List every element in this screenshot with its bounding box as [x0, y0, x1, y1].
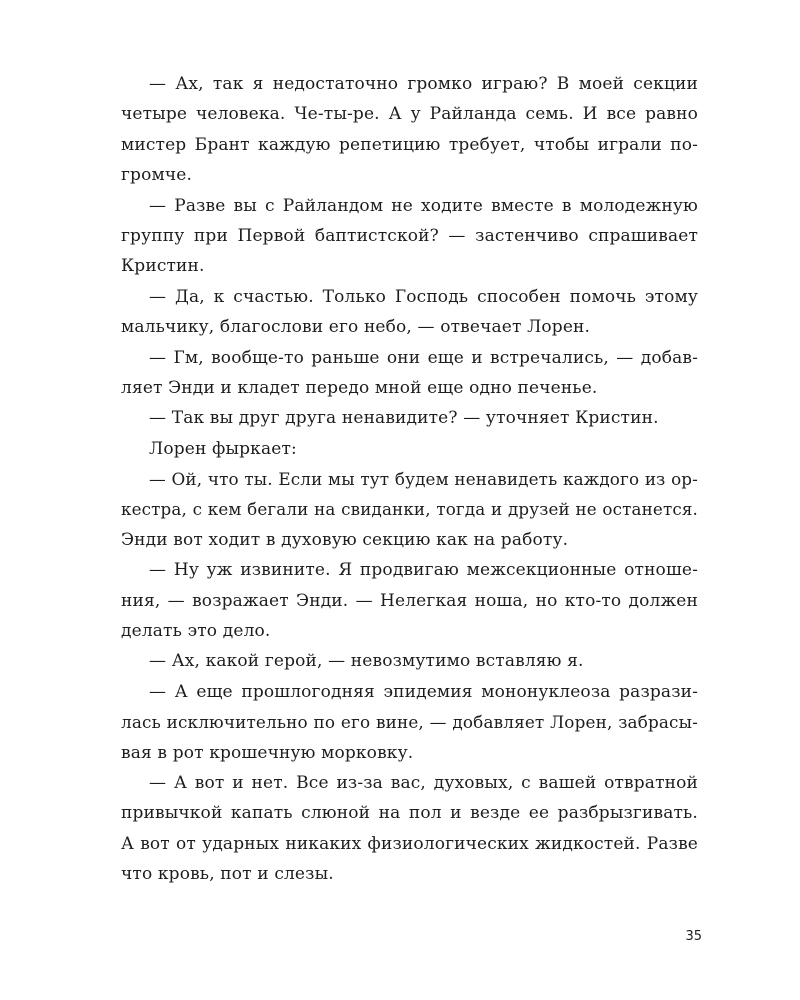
text-line: Лорен фыркает:	[149, 438, 297, 459]
text-line: — Ах, так я недостаточно громко играю? В моей секции	[149, 74, 698, 94]
text-line: вая в рот крошечную морковку.	[121, 742, 414, 763]
text-line: Кристин.	[121, 256, 205, 277]
text-line: четыре человека. Че-ты-ре. А у Райланда семь. И все равно	[121, 104, 698, 125]
text-line: что кровь, пот и слезы.	[121, 864, 334, 885]
text-line: делать это дело.	[121, 621, 271, 642]
text-line: лась исключительно по его вине, — добавляет Лорен, забрасы-	[121, 712, 698, 733]
text-line: ляет Энди и кладет передо мной еще одно печенье.	[121, 377, 598, 398]
text-line: кестра, с кем бегали на свиданки, тогда и друзей не останется.	[121, 499, 698, 520]
text-line: А вот от ударных никаких физиологических жидкостей. Разве	[121, 833, 698, 854]
page-number: 35	[685, 929, 702, 944]
text-line: — Ой, что ты. Если мы тут будем ненавидеть каждого из ор-	[149, 469, 698, 490]
text-line: — Разве вы с Райландом не ходите вместе в молодежную	[149, 195, 698, 216]
text-line: привычкой капать слюной на пол и везде ее разбрызгивать.	[121, 803, 698, 824]
text-line: ния, — возражает Энди. — Нелегкая ноша, но кто-то должен	[121, 590, 698, 611]
text-line: — Да, к счастью. Только Господь способен помочь этому	[149, 286, 698, 307]
text-line: — Гм, вообще-то раньше они еще и встречались, — добав-	[149, 347, 698, 368]
text-line: — А вот и нет. Все из-за вас, духовых, с вашей отвратной	[149, 772, 698, 793]
text-line: мистер Брант каждую репетицию требует, чтобы играли по-	[121, 134, 698, 155]
text-line: — Так вы друг друга ненавидите? — уточняет Кристин.	[149, 408, 659, 429]
text-line: группу при Первой баптистской? — застенчиво спрашивает	[121, 225, 698, 246]
text-line: — Ах, какой герой, — невозмутимо вставляю я.	[149, 651, 584, 672]
text-line: — А еще прошлогодняя эпидемия мононуклеоза разрази-	[149, 681, 698, 702]
text-line: громче.	[121, 165, 193, 186]
text-line: — Ну уж извините. Я продвигаю межсекционные отноше-	[149, 560, 698, 581]
text-line: мальчику, благослови его небо, — отвечает Лорен.	[121, 317, 591, 338]
text-line: Энди вот ходит в духовую секцию как на работу.	[121, 529, 569, 550]
body-text	[121, 69, 698, 890]
